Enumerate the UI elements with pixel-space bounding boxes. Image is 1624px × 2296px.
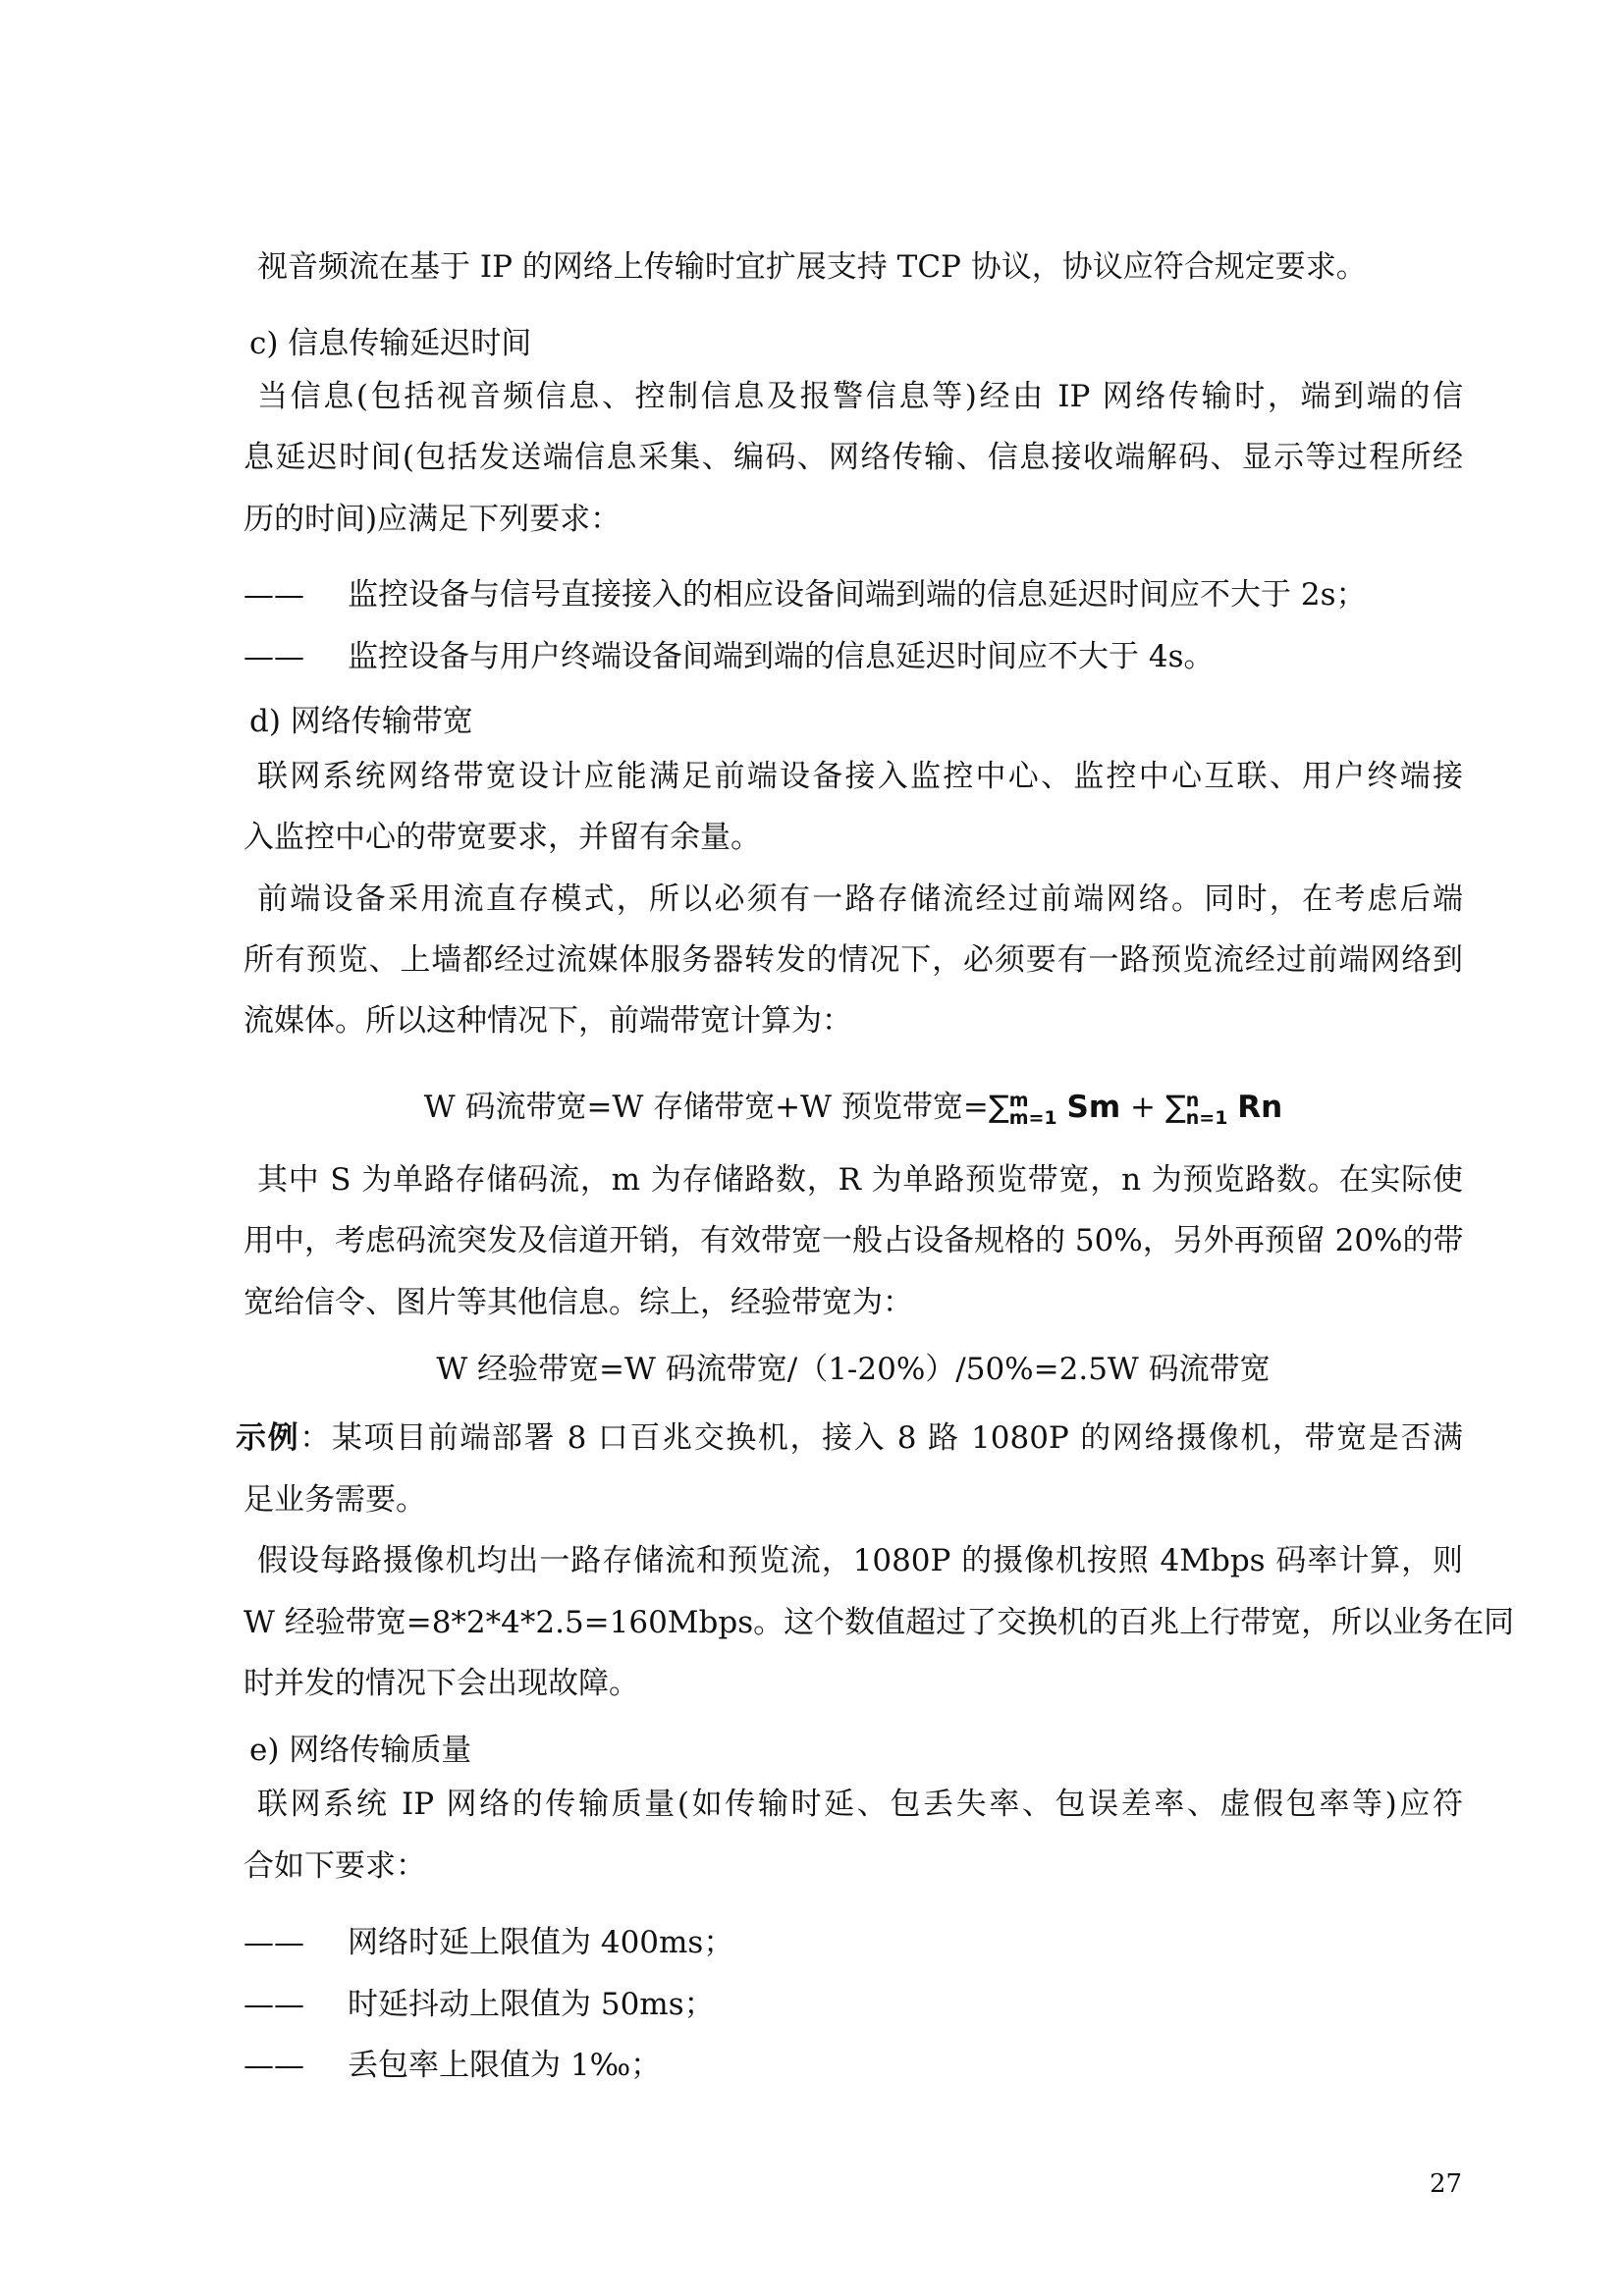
formula-empirical-bandwidth: W 经验带宽=W 码流带宽/（1-20%）/50%=2.5W 码流带宽 xyxy=(436,1352,1271,1387)
dash-marker: —— xyxy=(244,2048,304,2083)
dash-marker: —— xyxy=(244,1925,304,1960)
dash-marker: —— xyxy=(244,1987,304,2022)
paragraph-line: 其中 S 为单路存储码流，m 为存储路数，R 为单路预览带宽，n 为预览路数。在实际使 xyxy=(257,1162,1463,1198)
list-item: —— 监控设备与信号直接接入的相应设备间端到端的信息延迟时间应不大于 2s； xyxy=(244,577,1367,613)
example-label: 示例 xyxy=(236,1420,300,1456)
page-number: 27 xyxy=(1430,2169,1463,2199)
list-item: —— 时延抖动上限值为 50ms； xyxy=(244,1987,715,2022)
paragraph-line: 流媒体。所以这种情况下，前端带宽计算为： xyxy=(244,1003,852,1039)
section-heading-e: e) 网络传输质量 xyxy=(249,1733,472,1768)
paragraph-line: 当信息(包括视音频信息、控制信息及报警信息等)经由 IP 网络传输时，端到端的信 xyxy=(257,379,1463,414)
dash-marker: —— xyxy=(244,577,304,613)
paragraph-line: 联网系统 IP 网络的传输质量(如传输时延、包丢失率、包误差率、虚假包率等)应符 xyxy=(257,1787,1463,1822)
formula-stream-bandwidth: W 码流带宽=W 存储带宽+W 预览带宽=∑ m m=1 Sm + ∑ n n=1 Rn xyxy=(423,1089,1283,1129)
paragraph-line: 足业务需要。 xyxy=(244,1482,426,1518)
paragraph-line: 息延迟时间(包括发送端信息采集、编码、网络传输、信息接收端解码、显示等过程所经 xyxy=(244,440,1463,475)
dash-marker: —— xyxy=(244,639,304,674)
paragraph-line: 联网系统网络带宽设计应能满足前端设备接入监控中心、监控中心互联、用户终端接 xyxy=(257,759,1463,794)
paragraph-line: 所有预览、上墙都经过流媒体服务器转发的情况下，必须要有一路预览流经过前端网络到 xyxy=(244,942,1463,978)
paragraph-line: 宽给信令、图片等其他信息。综上，经验带宽为： xyxy=(244,1285,913,1320)
paragraph-line: 入监控中心的带宽要求，并留有余量。 xyxy=(244,820,761,855)
paragraph-line: 视音频流在基于 IP 的网络上传输时宜扩展支持 TCP 协议，协议应符合规定要求。 xyxy=(257,249,1367,285)
section-heading-c: c) 信息传输延迟时间 xyxy=(249,326,532,361)
paragraph-line: 历的时间)应满足下列要求： xyxy=(244,502,622,537)
paragraph-line: W 经验带宽=8*2*4*2.5=160Mbps。这个数值超过了交换机的百兆上行带宽，所以业务在同 xyxy=(244,1605,1515,1640)
paragraph-line: 合如下要求： xyxy=(244,1848,426,1884)
paragraph-line: 用中，考虑码流突发及信道开销，有效带宽一般占设备规格的 50%，另外再预留 20%的带 xyxy=(244,1223,1464,1258)
paragraph-line: 前端设备采用流直存模式，所以必须有一路存储流经过前端网络。同时，在考虑后端 xyxy=(257,881,1463,917)
paragraph-line: 假设每路摄像机均出一路存储流和预览流，1080P 的摄像机按照 4Mbps 码率计算，则 xyxy=(257,1543,1463,1578)
section-heading-d: d) 网络传输带宽 xyxy=(249,704,473,739)
example-line: 示例：某项目前端部署 8 口百兆交换机，接入 8 路 1080P 的网络摄像机，带宽是否满 xyxy=(236,1420,1463,1456)
list-item: —— 网络时延上限值为 400ms； xyxy=(244,1925,734,1960)
list-item: —— 丢包率上限值为 1‰； xyxy=(244,2048,662,2083)
list-item: —— 监控设备与用户终端设备间端到端的信息延迟时间应不大于 4s。 xyxy=(244,639,1215,674)
paragraph-line: 时并发的情况下会出现故障。 xyxy=(244,1666,639,1701)
